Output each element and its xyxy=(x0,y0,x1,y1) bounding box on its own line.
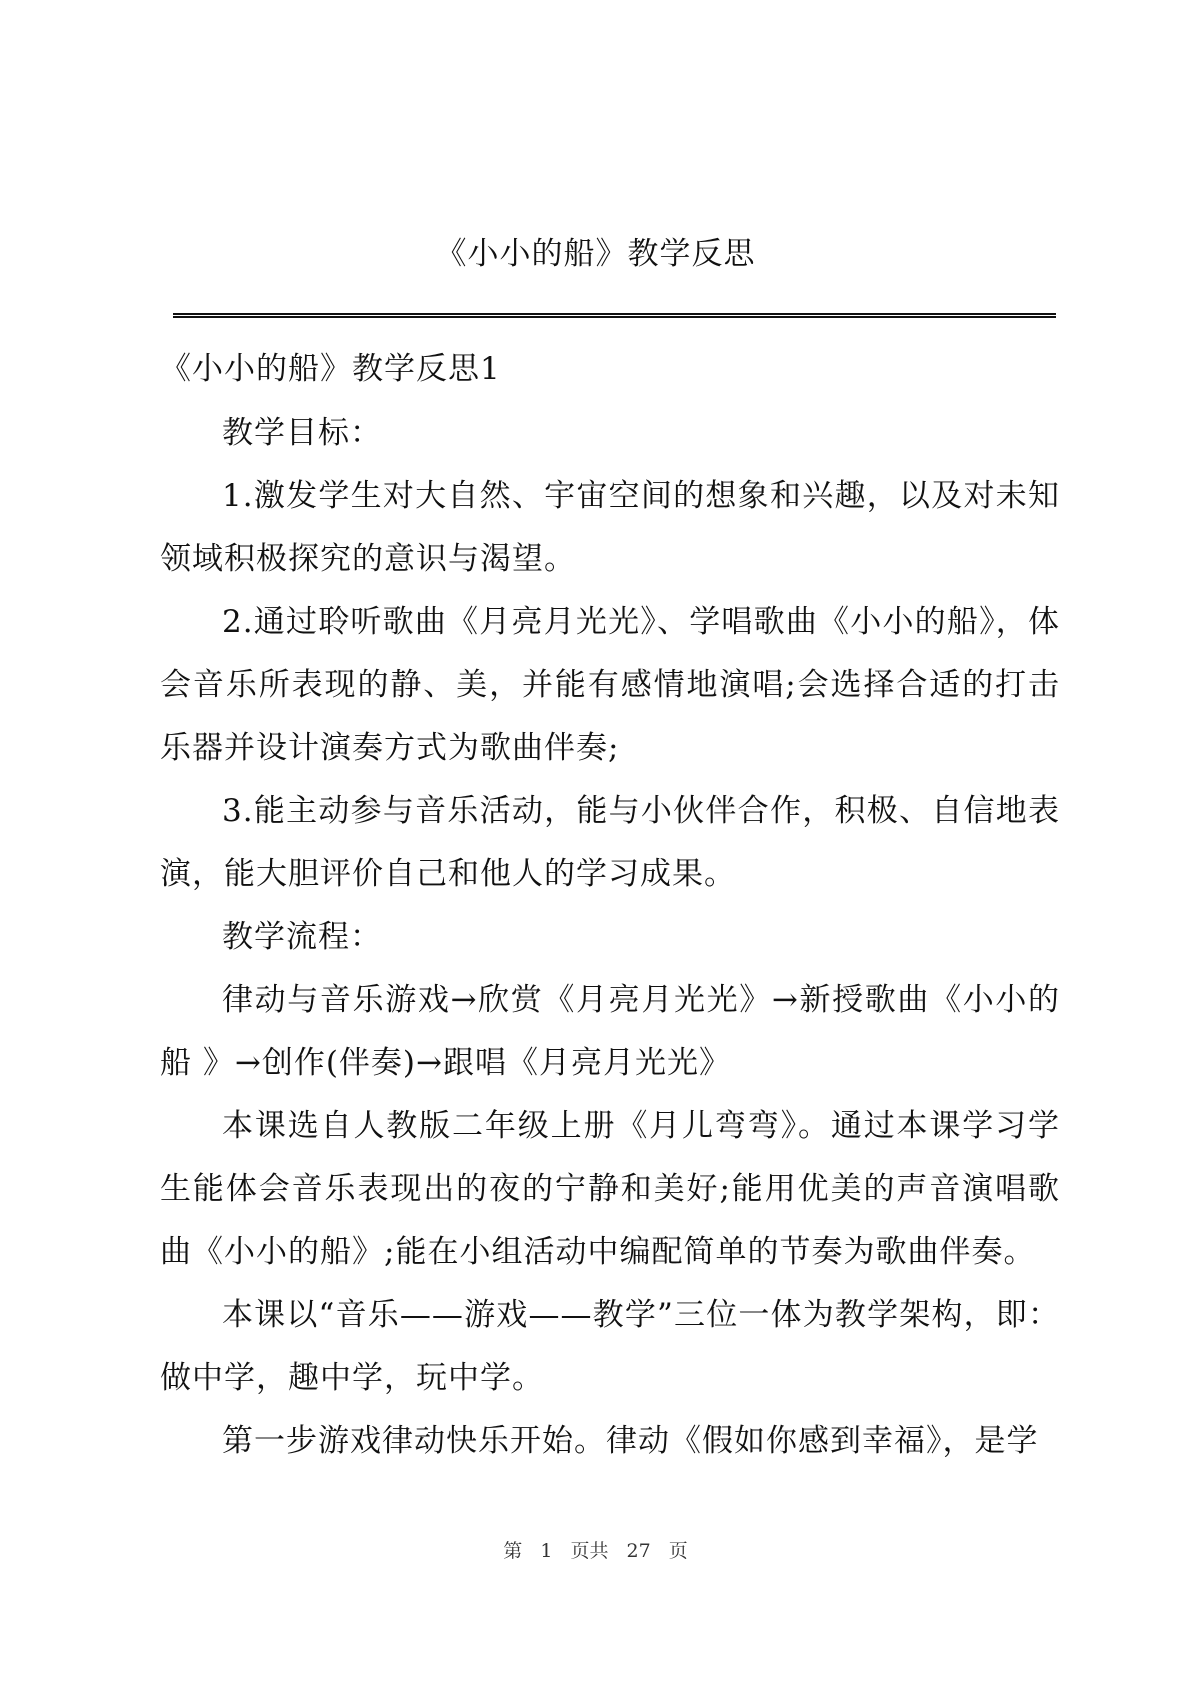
document-title: 《小小的船》教学反思 xyxy=(435,236,756,272)
paragraph-teaching-flow: 律动与音乐游戏→欣赏《月亮月光光》→新授歌曲《小小的船 》→创作(伴奏)→跟唱《月亮月光光》 xyxy=(160,982,1060,1081)
document-body xyxy=(160,337,1060,1473)
section-heading: 《小小的船》教学反思1 xyxy=(160,351,501,387)
page-footer: 第 1 页共 27 页 xyxy=(503,1540,688,1562)
paragraph-lesson-intro: 本课选自人教版二年级上册《月儿弯弯》。通过本课学习学生能体会音乐表现出的夜的宁静和美好;能用优美的声音演唱歌曲《小小的船》;能在小组活动中编配简单的节奏为歌曲伴奏。 xyxy=(160,1108,1060,1270)
title-divider xyxy=(173,313,1056,318)
paragraph-step-one: 第一步游戏律动快乐开始。律动《假如你感到幸福》，是学 xyxy=(222,1423,1039,1459)
paragraph-teaching-goals-label: 教学目标： xyxy=(222,415,382,451)
paragraph-goal-3: 3.能主动参与音乐活动，能与小伙伴合作，积极、自信地表演，能大胆评价自己和他人的学习成果。 xyxy=(160,793,1060,892)
paragraph-lesson-structure: 本课以“音乐——游戏——教学”三位一体为教学架构，即：做中学，趣中学，玩中学。 xyxy=(160,1297,1060,1396)
paragraph-teaching-flow-label: 教学流程： xyxy=(222,919,382,955)
paragraph-goal-1: 1.激发学生对大自然、宇宙空间的想象和兴趣，以及对未知领域积极探究的意识与渴望。 xyxy=(160,478,1060,577)
paragraph-goal-2: 2.通过聆听歌曲《月亮月光光》、学唱歌曲《小小的船》，体会音乐所表现的静、美，并能有感情地演唱;会选择合适的打击乐器并设计演奏方式为歌曲伴奏; xyxy=(160,604,1060,766)
